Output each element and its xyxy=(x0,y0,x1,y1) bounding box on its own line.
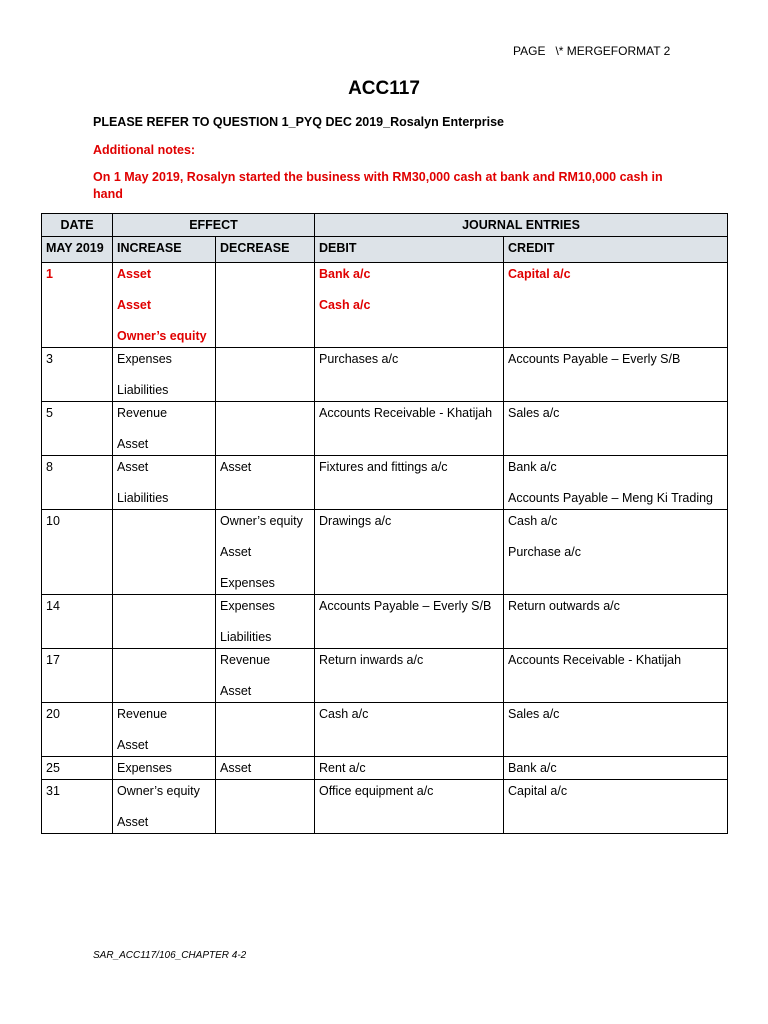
credit-entry: Sales a/c xyxy=(508,406,560,420)
notes-heading: Additional notes: xyxy=(93,143,196,157)
credit-entry: Capital a/c xyxy=(508,267,571,281)
increase-cell xyxy=(113,456,216,510)
credit-entry: Capital a/c xyxy=(508,784,568,798)
refer-line: PLEASE REFER TO QUESTION 1_PYQ DEC 2019_Rosalyn Enterprise xyxy=(93,115,505,129)
table-row xyxy=(42,595,728,649)
increase-entry: Asset xyxy=(117,460,149,474)
decrease-cell xyxy=(216,780,315,834)
decrease-entry: Owner’s equity xyxy=(220,514,303,528)
notes-text: On 1 May 2019, Rosalyn started the business with RM30,000 cash at bank and RM10,000 cash in hand xyxy=(93,170,663,201)
increase-entry: Asset xyxy=(117,298,152,312)
debit-entry: Office equipment a/c xyxy=(319,784,434,798)
debit-entry: Accounts Payable – Everly S/B xyxy=(319,599,492,613)
footer-text: SAR_ACC117/106_CHAPTER 4-2 xyxy=(93,950,247,961)
increase-cell xyxy=(113,780,216,834)
increase-entry: Owner’s equity xyxy=(117,784,200,798)
decrease-entry: Asset xyxy=(220,684,252,698)
debit-cell xyxy=(315,402,504,456)
decrease-cell xyxy=(216,703,315,757)
document-title: ACC117 xyxy=(348,78,420,99)
debit-cell xyxy=(315,649,504,703)
table-row xyxy=(42,263,728,348)
increase-cell xyxy=(113,348,216,402)
subheader-row xyxy=(42,237,728,263)
debit-cell xyxy=(315,510,504,595)
debit-entry: Drawings a/c xyxy=(319,514,392,528)
decrease-entry: Asset xyxy=(220,761,252,775)
table-row xyxy=(42,757,728,780)
debit-cell xyxy=(315,703,504,757)
credit-entry: Return outwards a/c xyxy=(508,599,620,613)
subheader-increase: INCREASE xyxy=(113,237,216,263)
decrease-entry: Expenses xyxy=(220,576,275,590)
credit-entry: Sales a/c xyxy=(508,707,560,721)
decrease-entry: Liabilities xyxy=(220,630,272,644)
debit-entry: Rent a/c xyxy=(319,761,366,775)
increase-entry: Revenue xyxy=(117,707,168,721)
debit-cell xyxy=(315,595,504,649)
table-row xyxy=(42,348,728,402)
debit-entry: Cash a/c xyxy=(319,298,371,312)
debit-entry: Cash a/c xyxy=(319,707,369,721)
header-row xyxy=(42,214,728,237)
debit-entry: Fixtures and fittings a/c xyxy=(319,460,448,474)
credit-cell xyxy=(504,649,728,703)
decrease-cell xyxy=(216,757,315,780)
increase-entry: Asset xyxy=(117,738,149,752)
debit-cell xyxy=(315,757,504,780)
date-cell: 1 xyxy=(42,263,113,348)
table-row xyxy=(42,649,728,703)
date-cell: 5 xyxy=(42,402,113,456)
table-row xyxy=(42,510,728,595)
increase-entry: Expenses xyxy=(117,352,172,366)
credit-entry: Bank a/c xyxy=(508,761,557,775)
header-effect: EFFECT xyxy=(113,214,315,237)
increase-cell xyxy=(113,402,216,456)
date-cell: 10 xyxy=(42,510,113,595)
table-row xyxy=(42,780,728,834)
debit-cell xyxy=(315,348,504,402)
increase-entry: Asset xyxy=(117,267,152,281)
debit-cell xyxy=(315,263,504,348)
increase-entry: Owner’s equity xyxy=(117,329,207,343)
credit-cell xyxy=(504,757,728,780)
decrease-cell xyxy=(216,263,315,348)
date-cell: 17 xyxy=(42,649,113,703)
date-cell: 31 xyxy=(42,780,113,834)
credit-entry: Accounts Payable – Everly S/B xyxy=(508,352,681,366)
credit-entry: Accounts Payable – Meng Ki Trading xyxy=(508,491,713,505)
header-date: DATE xyxy=(42,214,113,237)
decrease-cell xyxy=(216,510,315,595)
credit-cell xyxy=(504,510,728,595)
decrease-cell xyxy=(216,402,315,456)
table-row xyxy=(42,456,728,510)
increase-entry: Asset xyxy=(117,815,149,829)
credit-cell xyxy=(504,263,728,348)
subheader-debit: DEBIT xyxy=(315,237,504,263)
subheader-credit: CREDIT xyxy=(504,237,728,263)
increase-cell xyxy=(113,703,216,757)
increase-cell xyxy=(113,757,216,780)
credit-entry: Accounts Receivable - Khatijah xyxy=(508,653,682,667)
debit-entry: Purchases a/c xyxy=(319,352,399,366)
decrease-cell xyxy=(216,348,315,402)
page-field: PAGE \* MERGEFORMAT 2 xyxy=(513,44,671,58)
increase-entry: Revenue xyxy=(117,406,168,420)
increase-cell xyxy=(113,263,216,348)
credit-cell xyxy=(504,348,728,402)
decrease-entry: Expenses xyxy=(220,599,275,613)
decrease-entry: Asset xyxy=(220,545,252,559)
debit-cell xyxy=(315,780,504,834)
credit-entry: Bank a/c xyxy=(508,460,557,474)
debit-entry: Accounts Receivable - Khatijah xyxy=(319,406,493,420)
date-cell: 8 xyxy=(42,456,113,510)
increase-cell xyxy=(113,595,216,649)
increase-entry: Liabilities xyxy=(117,491,169,505)
date-cell: 3 xyxy=(42,348,113,402)
increase-entry: Asset xyxy=(117,437,149,451)
increase-entry: Liabilities xyxy=(117,383,169,397)
table-row xyxy=(42,703,728,757)
credit-entry: Purchase a/c xyxy=(508,545,581,559)
decrease-entry: Asset xyxy=(220,460,252,474)
table-row xyxy=(42,402,728,456)
credit-entry: Cash a/c xyxy=(508,514,558,528)
credit-cell xyxy=(504,456,728,510)
debit-entry: Return inwards a/c xyxy=(319,653,424,667)
decrease-cell xyxy=(216,649,315,703)
credit-cell xyxy=(504,595,728,649)
credit-cell xyxy=(504,703,728,757)
debit-cell xyxy=(315,456,504,510)
credit-cell xyxy=(504,402,728,456)
increase-cell xyxy=(113,510,216,595)
debit-entry: Bank a/c xyxy=(319,267,371,281)
date-cell: 20 xyxy=(42,703,113,757)
increase-cell xyxy=(113,649,216,703)
decrease-cell xyxy=(216,456,315,510)
subheader-decrease: DECREASE xyxy=(216,237,315,263)
subheader-month: MAY 2019 xyxy=(42,237,113,263)
credit-cell xyxy=(504,780,728,834)
header-journal-entries: JOURNAL ENTRIES xyxy=(315,214,728,237)
decrease-entry: Revenue xyxy=(220,653,271,667)
increase-entry: Expenses xyxy=(117,761,172,775)
journal-table xyxy=(41,213,728,834)
decrease-cell xyxy=(216,595,315,649)
date-cell: 14 xyxy=(42,595,113,649)
date-cell: 25 xyxy=(42,757,113,780)
